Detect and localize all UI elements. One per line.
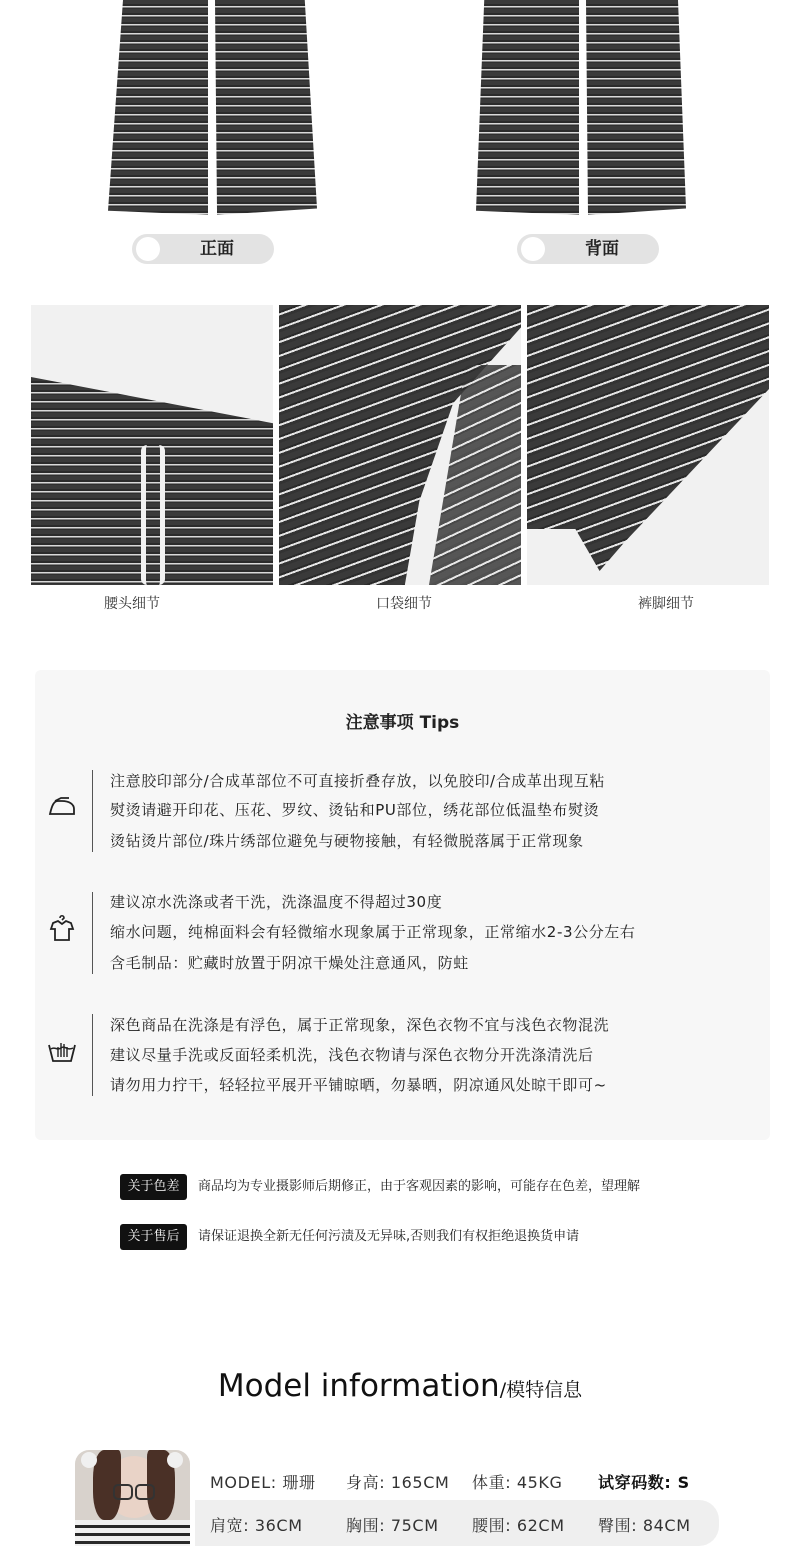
back-view-image xyxy=(474,0,689,215)
after-sales-badge: 关于售后 xyxy=(120,1224,187,1250)
detail-caption: 裤脚细节 xyxy=(638,596,694,612)
radio-dot-icon xyxy=(521,237,545,261)
after-sales-note: 请保证退换全新无任何污渍及无异味,否则我们有权拒绝退换货申请 xyxy=(198,1229,580,1244)
front-view-image xyxy=(105,0,320,215)
detail-caption: 腰头细节 xyxy=(104,596,160,612)
tip-line: 缩水问题，纯棉面料会有轻微缩水现象属于正常现象，正常缩水2-3公分左右 xyxy=(110,923,636,941)
model-shoulder: 肩宽: 36CM xyxy=(210,1516,303,1535)
front-view-label: 正面 xyxy=(132,234,274,264)
model-info-title-cn: /模特信息 xyxy=(499,1379,583,1401)
tip-line: 建议尽量手洗或反面轻柔机洗，浅色衣物请与深色衣物分开洗涤清洗后 xyxy=(110,1046,594,1064)
model-avatar xyxy=(75,1450,190,1546)
detail-caption: 口袋细节 xyxy=(376,596,432,612)
model-name: MODEL: 珊珊 xyxy=(210,1473,316,1492)
pocket-detail-image xyxy=(279,305,521,585)
hanging-shirt-icon xyxy=(47,912,77,942)
hand-wash-icon xyxy=(47,1035,77,1065)
tip-line: 含毛制品：贮藏时放置于阴凉干燥处注意通风，防蛀 xyxy=(110,954,469,972)
color-difference-note: 商品均为专业摄影师后期修正，由于客观因素的影响，可能存在色差，望理解 xyxy=(198,1179,641,1194)
tips-title: 注意事项 Tips xyxy=(345,713,460,733)
tip-line: 注意胶印部分/合成革部位不可直接折叠存放，以免胶印/合成革出现互粘 xyxy=(110,772,605,790)
care-tips-panel xyxy=(35,670,770,1140)
tip-line: 请勿用力拧干，轻轻拉平展开平铺晾晒，勿暴晒，阴凉通风处晾干即可~ xyxy=(110,1076,607,1094)
model-weight: 体重: 45KG xyxy=(472,1473,563,1492)
tip-line: 烫钻烫片部位/珠片绣部位避免与硬物接触，有轻微脱落属于正常现象 xyxy=(110,832,584,850)
model-height: 身高: 165CM xyxy=(346,1473,450,1492)
color-difference-badge: 关于色差 xyxy=(120,1174,187,1200)
model-waist: 腰围: 62CM xyxy=(472,1516,565,1535)
tip-line: 熨烫请避开印花、压花、罗纹、烫钻和PU部位，绣花部位低温垫布熨烫 xyxy=(110,801,600,819)
model-info-title xyxy=(0,1368,800,1404)
iron-icon xyxy=(47,792,77,822)
hem-detail-image xyxy=(527,305,769,585)
model-bust: 胸围: 75CM xyxy=(346,1516,439,1535)
model-info-title-en: Model information xyxy=(217,1368,500,1404)
model-size: 试穿码数: S xyxy=(598,1473,690,1492)
radio-dot-icon xyxy=(136,237,160,261)
tip-line: 深色商品在洗涤是有浮色，属于正常现象，深色衣物不宜与浅色衣物混洗 xyxy=(110,1016,610,1034)
waistband-detail-image xyxy=(31,305,273,585)
back-view-label: 背面 xyxy=(517,234,659,264)
model-hip: 臀围: 84CM xyxy=(598,1516,691,1535)
tip-line: 建议凉水洗涤或者干洗，洗涤温度不得超过30度 xyxy=(110,893,443,911)
